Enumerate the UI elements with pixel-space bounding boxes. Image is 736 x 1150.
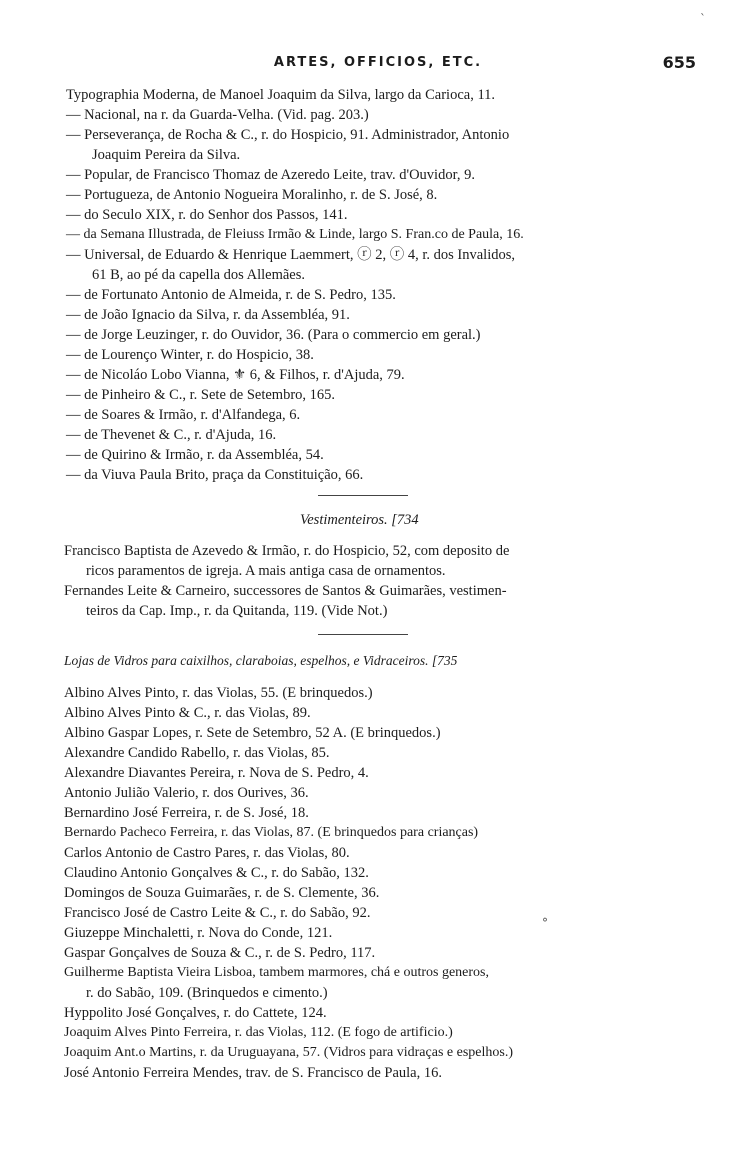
list-item: — Nacional, na r. da Guarda-Velha. (Vid. pag. 203.) <box>66 107 369 123</box>
list-item: — Portugueza, de Antonio Nogueira Moralinho, r. de S. José, 8. <box>66 187 438 203</box>
list-item: Claudino Antonio Gonçalves & C., r. do Sabão, 132. <box>64 865 369 881</box>
list-item: Francisco Baptista de Azevedo & Irmão, r. do Hospicio, 52, com deposito de <box>64 543 510 559</box>
list-item-continuation: r. do Sabão, 109. (Brinquedos e cimento.) <box>86 985 328 1001</box>
page-number: 655 <box>662 53 696 72</box>
list-item: — de Fortunato Antonio de Almeida, r. de S. Pedro, 135. <box>66 287 396 303</box>
list-item: Albino Alves Pinto, r. das Violas, 55. (E brinquedos.) <box>64 685 373 701</box>
list-item: — do Seculo XIX, r. do Senhor dos Passos, 141. <box>66 207 348 223</box>
running-title: ARTES, OFFICIOS, ETC. <box>273 55 483 70</box>
list-item: Alexandre Diavantes Pereira, r. Nova de S. Pedro, 4. <box>64 765 369 781</box>
list-item-continuation: teiros da Cap. Imp., r. da Quitanda, 119. (Vide Not.) <box>86 603 388 619</box>
list-item: Giuzeppe Minchaletti, r. Nova do Conde, 121. <box>64 925 333 941</box>
list-item: Albino Alves Pinto & C., r. das Violas, 89. <box>64 705 311 721</box>
print-speck: ` <box>700 12 706 26</box>
list-item: — Perseverança, de Rocha & C., r. do Hospicio, 91. Administrador, Antonio <box>66 127 510 143</box>
list-item: — de Pinheiro & C., r. Sete de Setembro, 165. <box>66 387 336 403</box>
list-item-continuation: ricos paramentos de igreja. A mais antiga casa de ornamentos. <box>86 563 446 579</box>
section-heading-vestimenteiros: Vestimenteiros. [734 <box>300 512 419 528</box>
list-item: Typographia Moderna, de Manoel Joaquim da Silva, largo da Carioca, 11. <box>66 87 496 103</box>
section-heading-vidros: Lojas de Vidros para caixilhos, claraboias, espelhos, e Vidraceiros. [735 <box>64 653 458 668</box>
list-item: Joaquim Ant.o Martins, r. da Uruguayana, 57. (Vidros para vidraças e espelhos.) <box>64 1045 513 1060</box>
list-item: Alexandre Candido Rabello, r. das Violas, 85. <box>64 745 330 761</box>
list-item: Bernardino José Ferreira, r. de S. José, 18. <box>64 805 309 821</box>
running-header <box>60 55 696 79</box>
list-item: — Universal, de Eduardo & Henrique Laemmert, ⓡ 2, ⓡ 4, r. dos Invalidos, <box>66 247 515 263</box>
list-item: Guilherme Baptista Vieira Lisboa, tambem marmores, chá e outros generos, <box>64 965 489 980</box>
section-divider <box>318 495 408 496</box>
list-item: — de João Ignacio da Silva, r. da Assembléa, 91. <box>66 307 350 323</box>
section-divider <box>318 634 408 635</box>
list-item: Domingos de Souza Guimarães, r. de S. Clemente, 36. <box>64 885 380 901</box>
list-item: — de Quirino & Irmão, r. da Assembléa, 54. <box>66 447 324 463</box>
list-item: — de Soares & Irmão, r. d'Alfandega, 6. <box>66 407 301 423</box>
list-item: Gaspar Gonçalves de Souza & C., r. de S. Pedro, 117. <box>64 945 376 961</box>
list-item: Fernandes Leite & Carneiro, successores de Santos & Guimarães, vestimen- <box>64 583 507 599</box>
list-item: — da Viuva Paula Brito, praça da Constituição, 66. <box>66 467 364 483</box>
print-speck: ° <box>542 916 548 930</box>
list-item: — de Lourenço Winter, r. do Hospicio, 38. <box>66 347 314 363</box>
list-item: Antonio Julião Valerio, r. dos Ourives, 36. <box>64 785 309 801</box>
list-item: — de Thevenet & C., r. d'Ajuda, 16. <box>66 427 277 443</box>
list-item: — de Nicoláo Lobo Vianna, ⚜ 6, & Filhos, r. d'Ajuda, 79. <box>66 367 405 383</box>
list-item: Francisco José de Castro Leite & C., r. do Sabão, 92. <box>64 905 371 921</box>
list-item: Albino Gaspar Lopes, r. Sete de Setembro, 52 A. (E brinquedos.) <box>64 725 441 741</box>
list-item-continuation: Joaquim Pereira da Silva. <box>92 147 241 163</box>
list-item: — da Semana Illustrada, de Fleiuss Irmão & Linde, largo S. Fran.co de Paula, 16. <box>66 227 524 242</box>
list-item: Carlos Antonio de Castro Pares, r. das Violas, 80. <box>64 845 350 861</box>
list-item: Joaquim Alves Pinto Ferreira, r. das Violas, 112. (E fogo de artificio.) <box>64 1025 453 1040</box>
list-item-continuation: 61 B, ao pé da capella dos Allemães. <box>92 267 306 283</box>
list-item: José Antonio Ferreira Mendes, trav. de S. Francisco de Paula, 16. <box>64 1065 442 1081</box>
list-item: — Popular, de Francisco Thomaz de Azeredo Leite, trav. d'Ouvidor, 9. <box>66 167 475 183</box>
list-item: Hyppolito José Gonçalves, r. do Cattete, 124. <box>64 1005 327 1021</box>
list-item: — de Jorge Leuzinger, r. do Ouvidor, 36. (Para o commercio em geral.) <box>66 327 481 343</box>
list-item: Bernardo Pacheco Ferreira, r. das Violas, 87. (E brinquedos para crianças) <box>64 825 479 840</box>
